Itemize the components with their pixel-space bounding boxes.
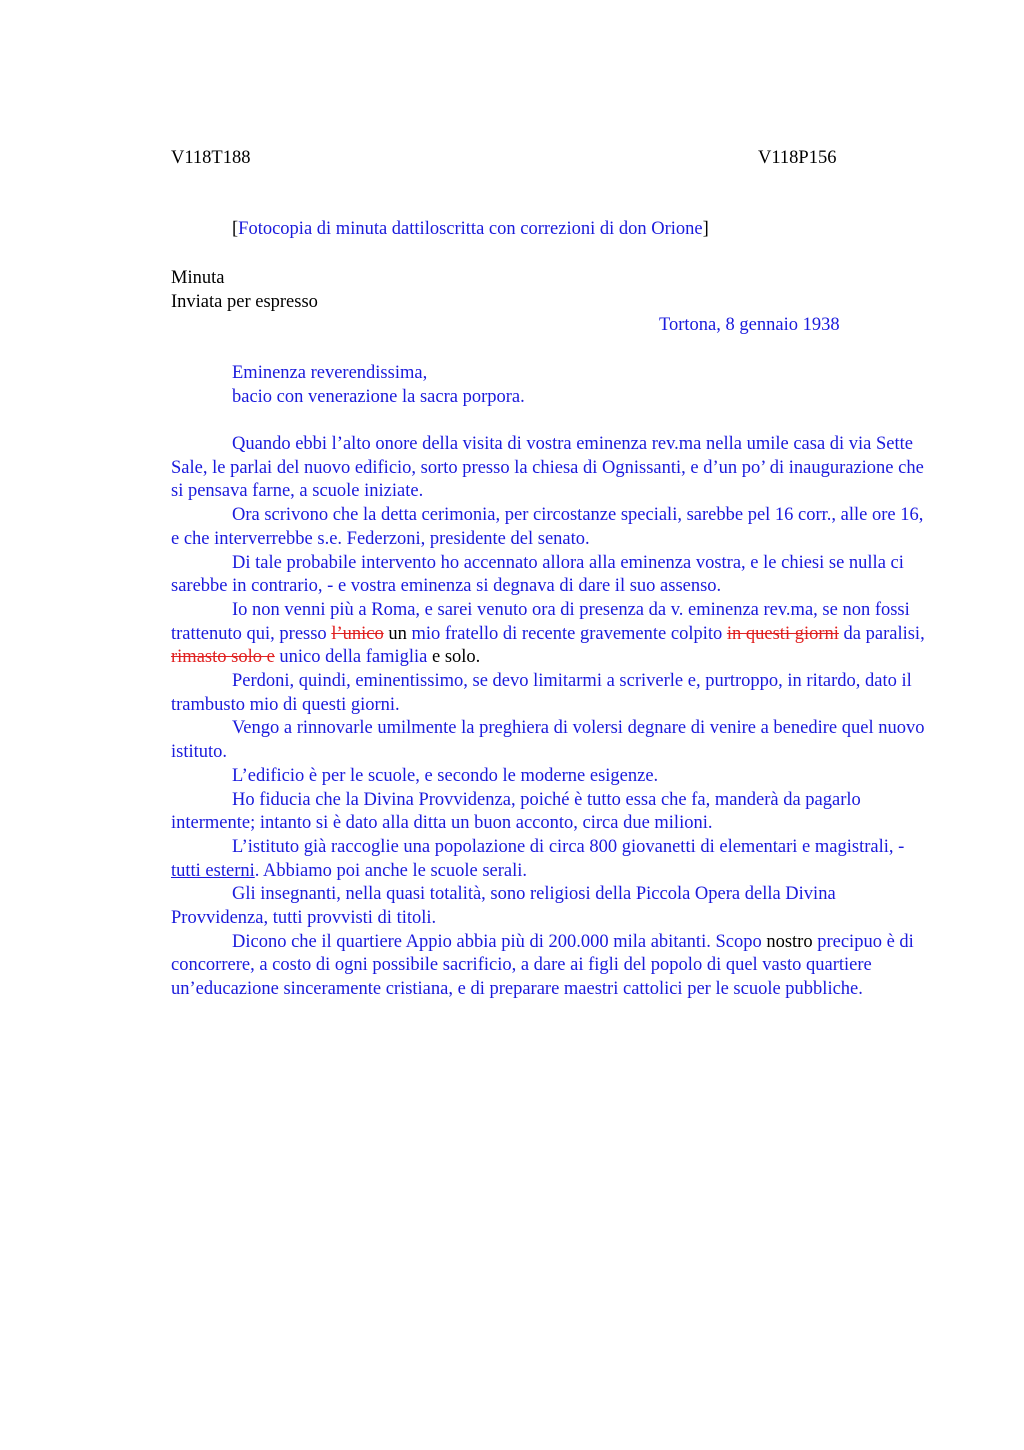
paragraph-9 <box>171 836 926 883</box>
meta-minuta: Minuta <box>171 268 225 288</box>
paragraph-5: Perdoni, quindi, eminentissimo, se devo limitarmi a scriverle e, purtroppo, in ritardo, dato il trambusto mio di questi giorni. <box>171 671 912 715</box>
deleted-text-1: l’unico <box>331 623 384 644</box>
paragraph-2: Ora scrivono che la detta cerimonia, per circostanze speciali, sarebbe pel 16 corr., alle ore 16, e che interverrebbe s.e. Federzoni, presidente del senato. <box>171 505 924 549</box>
note-text: Fotocopia di minuta dattiloscritta con correzioni di don Orione <box>238 219 703 239</box>
inserted-text-un: un <box>383 623 407 644</box>
letter-date: Tortona, 8 gennaio 1938 <box>659 315 840 335</box>
underlined-text: tutti esterni <box>171 860 255 881</box>
paragraph-7: L’edificio è per le scuole, e secondo le moderne esigenze. <box>232 765 659 786</box>
paragraph-8: Ho fiducia che la Divina Provvidenza, poiché è tutto essa che fa, manderà da pagarlo intermente; intanto si è dato alla ditta un buon acconto, circa due milioni. <box>171 789 861 834</box>
note-open-bracket: [ <box>232 219 239 239</box>
paragraph-11 <box>171 931 926 1002</box>
inserted-text-nostro: nostro <box>761 931 813 952</box>
paragraph-10: Gli insegnanti, nella quasi totalità, sono religiosi della Piccola Opera della Divina Provvidenza, tutti provvisti di titoli. <box>171 884 836 929</box>
p4-text-d: da paralisi, <box>838 623 925 644</box>
p11-text-c: precipuo è di concorrere, a costo di ogni possibile sacrificio, a dare ai figli del popolo di quel vasto quartiere un’educazione sinceramente cristiana, e di preparare maestri cattolici per le scuole pubbliche. <box>171 931 914 1000</box>
paragraph-1: Quando ebbi l’alto onore della visita di vostra eminenza rev.ma nella umile casa di via Sette Sale, le parlai del nuovo edificio, sorto presso la chiesa di Ognissanti, e d’un po’ di inaugurazione che si pensava farne, a scuole iniziate. <box>171 434 924 502</box>
deleted-text-3: rimasto solo e <box>171 647 275 668</box>
salutation-line-2: bacio con venerazione la sacra porpora. <box>232 387 525 407</box>
document-code-left: V118T188 <box>171 148 251 168</box>
p9-text-a: L’istituto già raccoglie una popolazione di circa 800 giovanetti di elementari e magistrali, - <box>232 836 905 857</box>
editorial-note <box>232 219 709 240</box>
p4-text-e: unico della famiglia <box>274 647 428 668</box>
letter-body <box>171 433 926 1002</box>
deleted-text-2: in questi giorni <box>726 623 839 644</box>
p11-text-a: Dicono che il quartiere Appio abbia più di 200.000 mila abitanti. Scopo <box>232 931 762 952</box>
inserted-text-solo: e solo. <box>427 647 481 668</box>
p4-text-a: Io non venni più a Roma, e sarei venuto ora di presenza da v. eminenza rev.ma, se non fossi trattenuto qui, presso <box>171 599 910 644</box>
paragraph-4 <box>171 599 926 670</box>
paragraph-6: Vengo a rinnovarle umilmente la preghiera di volersi degnare di venire a benedire quel nuovo istituto. <box>171 718 925 763</box>
note-close-bracket: ] <box>702 219 709 239</box>
p4-text-c: mio fratello di recente gravemente colpito <box>406 623 727 644</box>
meta-sent-express: Inviata per espresso <box>171 292 318 312</box>
document-code-right: V118P156 <box>758 148 837 168</box>
salutation-line-1: Eminenza reverendissima, <box>232 363 428 383</box>
p9-text-b: . Abbiamo poi anche le scuole serali. <box>254 860 528 881</box>
paragraph-3: Di tale probabile intervento ho accennato allora alla eminenza vostra, e le chiesi se nulla ci sarebbe in contrario, - e vostra eminenza si degnava di dare il suo assenso. <box>171 552 904 597</box>
